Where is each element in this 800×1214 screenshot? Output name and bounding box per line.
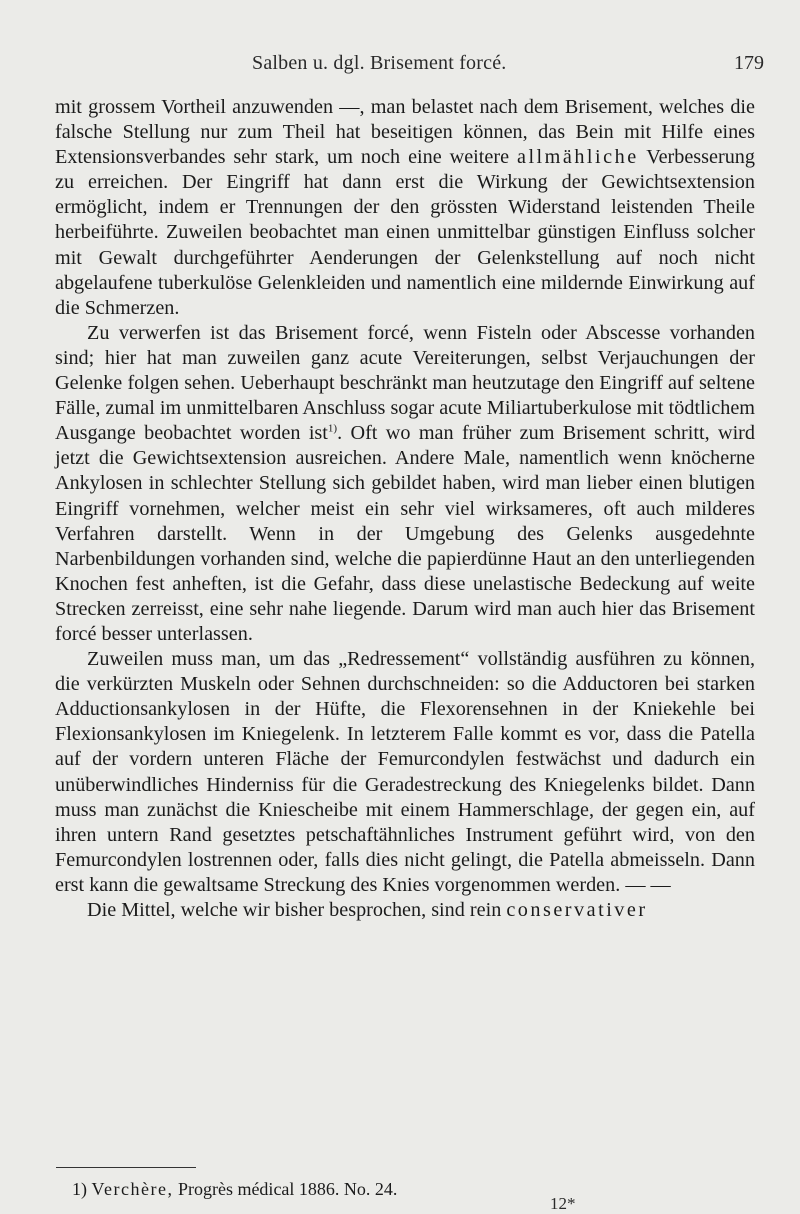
paragraph-4-text: Die Mittel, welche wir bisher besprochen, sind rein [87,899,502,921]
footnote-text: Progrès médical 1886. No. 24. [177,1179,398,1199]
paragraph-2-text: Zu verwerfen ist das Brisement forcé, wenn Fisteln oder Abscesse vorhanden sind; hier hat man zuweilen ganz acute Vereiterungen, selbst Verjauchungen der Gelenke folgen sehen. Ueberhaupt beschränkt man heutzutage den Eingriff auf seltene Fälle, zumal im unmittelbaren Anschluss sogar acute Miliartuberkulose mit tödtlichem Ausgange beobachtet worden ist [55,321,755,445]
emphasis-conservativer: conservativer [506,899,648,921]
page-number: 179 [734,52,764,74]
paragraph-2 [55,321,755,647]
footnote-divider [56,1167,196,1168]
paragraph-1 [55,95,755,321]
signature-mark: 12* [550,1194,576,1213]
paragraph-2-end: . Oft wo man früher zum Brisement schritt, wird jetzt die Gewichtsextension ausreichen. Andere Male, namentlich wenn knöcherne Ankylosen in schlechter Stellung sich gebildet haben, wird man lieber einen blutigen Eingriff vornehmen, welcher meist ein sehr viel wirksameres, oft auch milderes Verfahren darstellt. Wenn in der Umgebung des Gelenks ausgedehnte Narbenbildungen vorhanden sind, welche die papierdünne Haut an den unterliegenden Knochen fest anheften, ist die Gefahr, dass diese unelastische Bedeckung auf weite Strecken zerreisst, eine sehr nahe liegende. Darum wird man auch hier das Brisement forcé besser unterlassen. [55,422,756,645]
footnote-marker: 1) [72,1179,87,1199]
running-head: Salben u. dgl. Brisement forcé. [252,52,507,74]
paragraph-3: Zuweilen muss man, um das „Redressement“ vollständig ausführen zu können, die verkürzten Muskeln oder Sehnen durchschneiden: so die Adductoren bei starken Adductionsankylosen in der Hüfte, die Flexorensehnen in der Kniekehle bei Flexionsankylosen im Kniegelenk. In letzterem Falle kommt es vor, dass die Patella auf der vordern unteren Fläche der Femurcondylen festwächst und dadurch ein unüberwindliches Hinderniss für die Geradestreckung des Kniegelenks bildet. Dann muss man zunächst die Kniescheibe mit einem Hammerschlage, der gegen ein, auf ihren untern Rand gesetztes petschaftähnliches Instrument geführt wird, von den Femurcondylen lostrennen oder, falls dies nicht gelingt, die Patella abmeisseln. Dann erst kann die gewaltsame Streckung des Knies vorgenommen werden. — — [55,648,755,896]
footnote-author: Verchère, [91,1179,174,1199]
paragraph-4 [55,898,755,923]
body-text [55,95,755,923]
footnote [72,1178,397,1200]
paragraph-1-text: mit grossem Vortheil anzuwenden —, man belastet nach dem Brisement, welches die falsche Stellung nur zum Theil hat beseitigen können, das Bein mit Hilfe eines Extensionsverbandes sehr stark, um noch eine weitere [55,96,755,169]
paragraph-1-end: Verbesserung zu erreichen. Der Eingriff hat dann erst die Wirkung der Gewichtsextension ermöglicht, indem er Trennungen der den grössten Widerstand leistenden Theile herbeiführte. Zuweilen beobachtet man einen unmittelbar günstigen Einfluss solcher mit Gewalt durchgeführter Aenderungen der Gelenkstellung auf noch nicht abgelaufene tuberkulöse Gelenkleiden und namentlich eine mildernde Einwirkung auf die Schmerzen. [55,146,755,319]
emphasis-allmaehliche: allmähliche [516,146,639,169]
footnote-reference: 1) [327,422,338,435]
